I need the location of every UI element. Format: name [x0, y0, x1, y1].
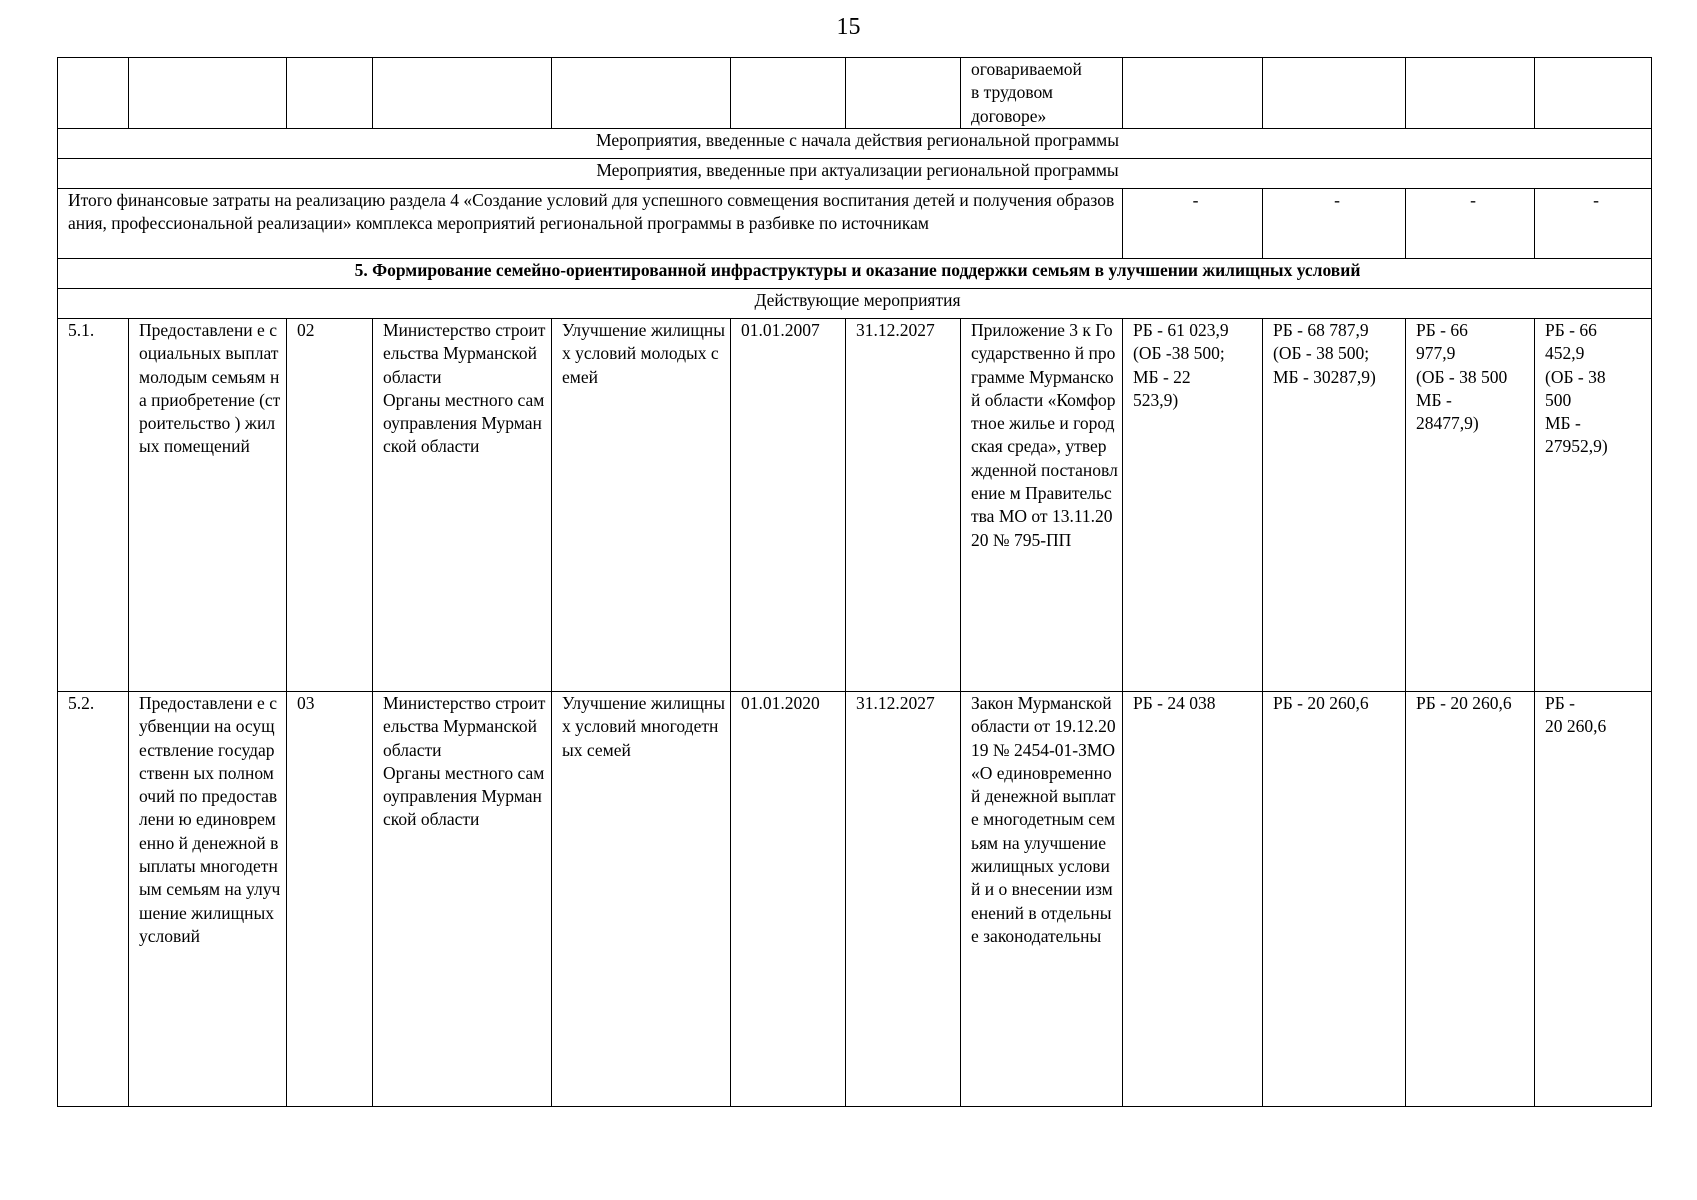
cell-empty — [1123, 58, 1263, 129]
financing-value: РБ - 66 977,9 (ОБ - 38 500 МБ - 28477,9) — [1406, 319, 1535, 692]
executors: Министерство строительства Мурманской области Органы местного самоуправления Мурманской области — [373, 319, 552, 692]
end-date: 31.12.2027 — [846, 692, 961, 1107]
table-row — [58, 319, 1652, 692]
measures-table — [57, 57, 1652, 1107]
cell-empty — [287, 58, 373, 129]
section-5-title: 5. Формирование семейно-ориентированной инфраструктуры и оказание поддержки семьям в улучшении жилищных условий — [58, 259, 1652, 289]
total-value: - — [1535, 189, 1652, 259]
legal-basis: Закон Мурманской области от 19.12.2019 № 2454-01-ЗМО «О единовременно й денежной выплате многодетным семьям на улучшение жилищных условий и о внесении изменений в отдельные законодательны — [961, 692, 1123, 1107]
banner-row — [58, 289, 1652, 319]
legal-basis: Приложение 3 к Государственно й программе Мурманской области «Комфортное жилье и городская среда», утвержденной постановление м Правительства МО от 13.11.2020 № 795-ПП — [961, 319, 1123, 692]
cell-empty — [1263, 58, 1406, 129]
start-date: 01.01.2007 — [731, 319, 846, 692]
banner-current-measures: Действующие мероприятия — [58, 289, 1652, 319]
section-heading-row — [58, 259, 1652, 289]
cell-empty — [731, 58, 846, 129]
total-value: - — [1406, 189, 1535, 259]
financing-value: РБ - 68 787,9 (ОБ - 38 500; МБ - 30287,9) — [1263, 319, 1406, 692]
financing-value: РБ - 20 260,6 — [1406, 692, 1535, 1107]
end-date: 31.12.2027 — [846, 319, 961, 692]
total-value: - — [1263, 189, 1406, 259]
start-date: 01.01.2020 — [731, 692, 846, 1107]
page-number: 15 — [836, 14, 861, 40]
measure-name: Предоставлени е субвенции на осуществление государственн ых полномочий по предоставлени ю единовременно й денежной выплаты многодетным семьям на улучшение жилищных условий — [129, 692, 287, 1107]
financing-value: РБ - 61 023,9 (ОБ -38 500; МБ - 22 523,9) — [1123, 319, 1263, 692]
cell-empty — [373, 58, 552, 129]
cell-empty — [846, 58, 961, 129]
expected-result: Улучшение жилищных условий молодых семей — [552, 319, 731, 692]
financing-value: РБ - 20 260,6 — [1263, 692, 1406, 1107]
cell-empty — [1406, 58, 1535, 129]
continuation-basis: оговариваемой в трудовом договоре» — [961, 58, 1123, 129]
banner-row — [58, 159, 1652, 189]
measure-code: 03 — [287, 692, 373, 1107]
continuation-row — [58, 58, 1652, 129]
financing-value: РБ - 24 038 — [1123, 692, 1263, 1107]
table-row — [58, 692, 1652, 1107]
total-label: Итого финансовые затраты на реализацию раздела 4 «Создание условий для успешного совмещения воспитания детей и получения образования, профессиональной реализации» комплекса мероприятий региональной программы в разбивке по источникам — [58, 189, 1123, 259]
banner-introduced-start: Мероприятия, введенные с начала действия региональной программы — [58, 129, 1652, 159]
cell-empty — [58, 58, 129, 129]
measure-name: Предоставлени е социальных выплат молодым семьям на приобретение (строительство ) жилых помещений — [129, 319, 287, 692]
cell-empty — [1535, 58, 1652, 129]
row-number: 5.1. — [58, 319, 129, 692]
expected-result: Улучшение жилищных условий многодетных семей — [552, 692, 731, 1107]
cell-empty — [552, 58, 731, 129]
banner-row — [58, 129, 1652, 159]
total-value: - — [1123, 189, 1263, 259]
measure-code: 02 — [287, 319, 373, 692]
cell-empty — [129, 58, 287, 129]
row-number: 5.2. — [58, 692, 129, 1107]
banner-introduced-update: Мероприятия, введенные при актуализации региональной программы — [58, 159, 1652, 189]
total-row — [58, 189, 1652, 259]
executors: Министерство строительства Мурманской области Органы местного самоуправления Мурманской области — [373, 692, 552, 1107]
financing-value: РБ - 20 260,6 — [1535, 692, 1652, 1107]
financing-value: РБ - 66 452,9 (ОБ - 38 500 МБ - 27952,9) — [1535, 319, 1652, 692]
